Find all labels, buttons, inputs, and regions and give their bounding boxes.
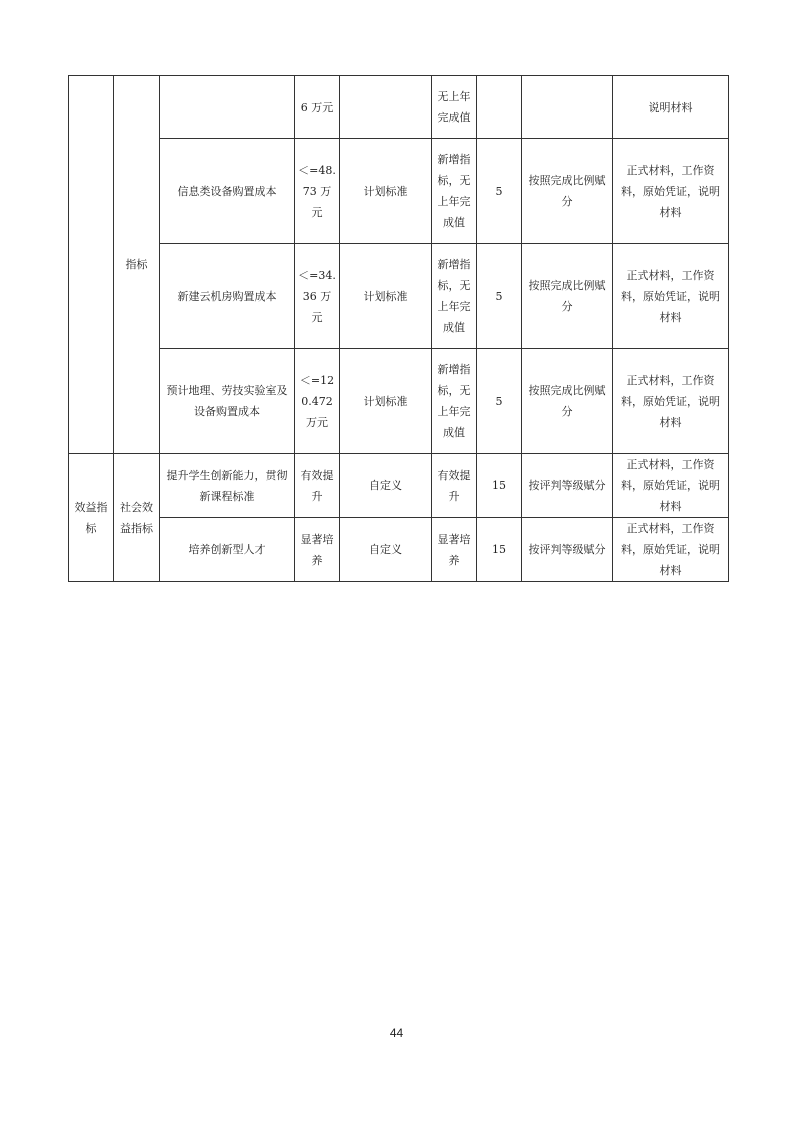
target-value-cell: ＜=48.73 万元 xyxy=(295,139,340,244)
indicator-name-cell xyxy=(160,76,295,139)
scoring-method-cell: 按照完成比例赋分 xyxy=(522,349,613,454)
score-cell: 15 xyxy=(477,454,522,518)
basis-cell: 计划标准 xyxy=(340,139,432,244)
category-cell-empty xyxy=(69,76,114,454)
subcategory-cell: 社会效益指标 xyxy=(114,454,160,582)
basis-cell: 自定义 xyxy=(340,518,432,582)
target-value-cell: ＜=120.472 万元 xyxy=(295,349,340,454)
evidence-cell: 正式材料，工作资料，原始凭证，说明材料 xyxy=(613,139,729,244)
evidence-cell: 正式材料，工作资料，原始凭证，说明材料 xyxy=(613,349,729,454)
table-row xyxy=(69,518,729,582)
score-cell: 5 xyxy=(477,244,522,349)
indicator-name-cell: 信息类设备购置成本 xyxy=(160,139,295,244)
evidence-cell: 正式材料，工作资料，原始凭证，说明材料 xyxy=(613,244,729,349)
score-cell: 5 xyxy=(477,139,522,244)
table-row xyxy=(69,349,729,454)
scoring-method-cell: 按照完成比例赋分 xyxy=(522,244,613,349)
subcategory-cell: 指标 xyxy=(114,76,160,454)
prior-value-cell: 新增指标，无上年完成值 xyxy=(432,139,477,244)
evidence-cell: 正式材料，工作资料，原始凭证，说明材料 xyxy=(613,454,729,518)
basis-cell: 计划标准 xyxy=(340,349,432,454)
evidence-cell: 说明材料 xyxy=(613,76,729,139)
prior-value-cell: 新增指标，无上年完成值 xyxy=(432,349,477,454)
prior-value-cell: 显著培养 xyxy=(432,518,477,582)
target-value-cell: 显著培养 xyxy=(295,518,340,582)
table-row xyxy=(69,76,729,139)
prior-value-cell: 有效提升 xyxy=(432,454,477,518)
target-value-cell: 有效提升 xyxy=(295,454,340,518)
scoring-method-cell xyxy=(522,76,613,139)
table-row xyxy=(69,139,729,244)
table-row xyxy=(69,244,729,349)
indicator-name-cell: 新建云机房购置成本 xyxy=(160,244,295,349)
performance-indicator-table xyxy=(68,75,729,582)
category-cell: 效益指标 xyxy=(69,454,114,582)
indicator-name-cell: 培养创新型人才 xyxy=(160,518,295,582)
scoring-method-cell: 按照完成比例赋分 xyxy=(522,139,613,244)
basis-cell: 计划标准 xyxy=(340,244,432,349)
indicator-name-cell: 提升学生创新能力，贯彻新课程标准 xyxy=(160,454,295,518)
target-value-cell: 6 万元 xyxy=(295,76,340,139)
basis-cell xyxy=(340,76,432,139)
target-value-cell: ＜=34.36 万元 xyxy=(295,244,340,349)
scoring-method-cell: 按评判等级赋分 xyxy=(522,454,613,518)
prior-value-cell: 无上年完成值 xyxy=(432,76,477,139)
score-cell xyxy=(477,76,522,139)
table-row xyxy=(69,454,729,518)
indicator-name-cell: 预计地理、劳技实验室及设备购置成本 xyxy=(160,349,295,454)
page-number: 44 xyxy=(389,1026,404,1040)
score-cell: 15 xyxy=(477,518,522,582)
prior-value-cell: 新增指标，无上年完成值 xyxy=(432,244,477,349)
score-cell: 5 xyxy=(477,349,522,454)
evidence-cell: 正式材料，工作资料，原始凭证，说明材料 xyxy=(613,518,729,582)
scoring-method-cell: 按评判等级赋分 xyxy=(522,518,613,582)
basis-cell: 自定义 xyxy=(340,454,432,518)
